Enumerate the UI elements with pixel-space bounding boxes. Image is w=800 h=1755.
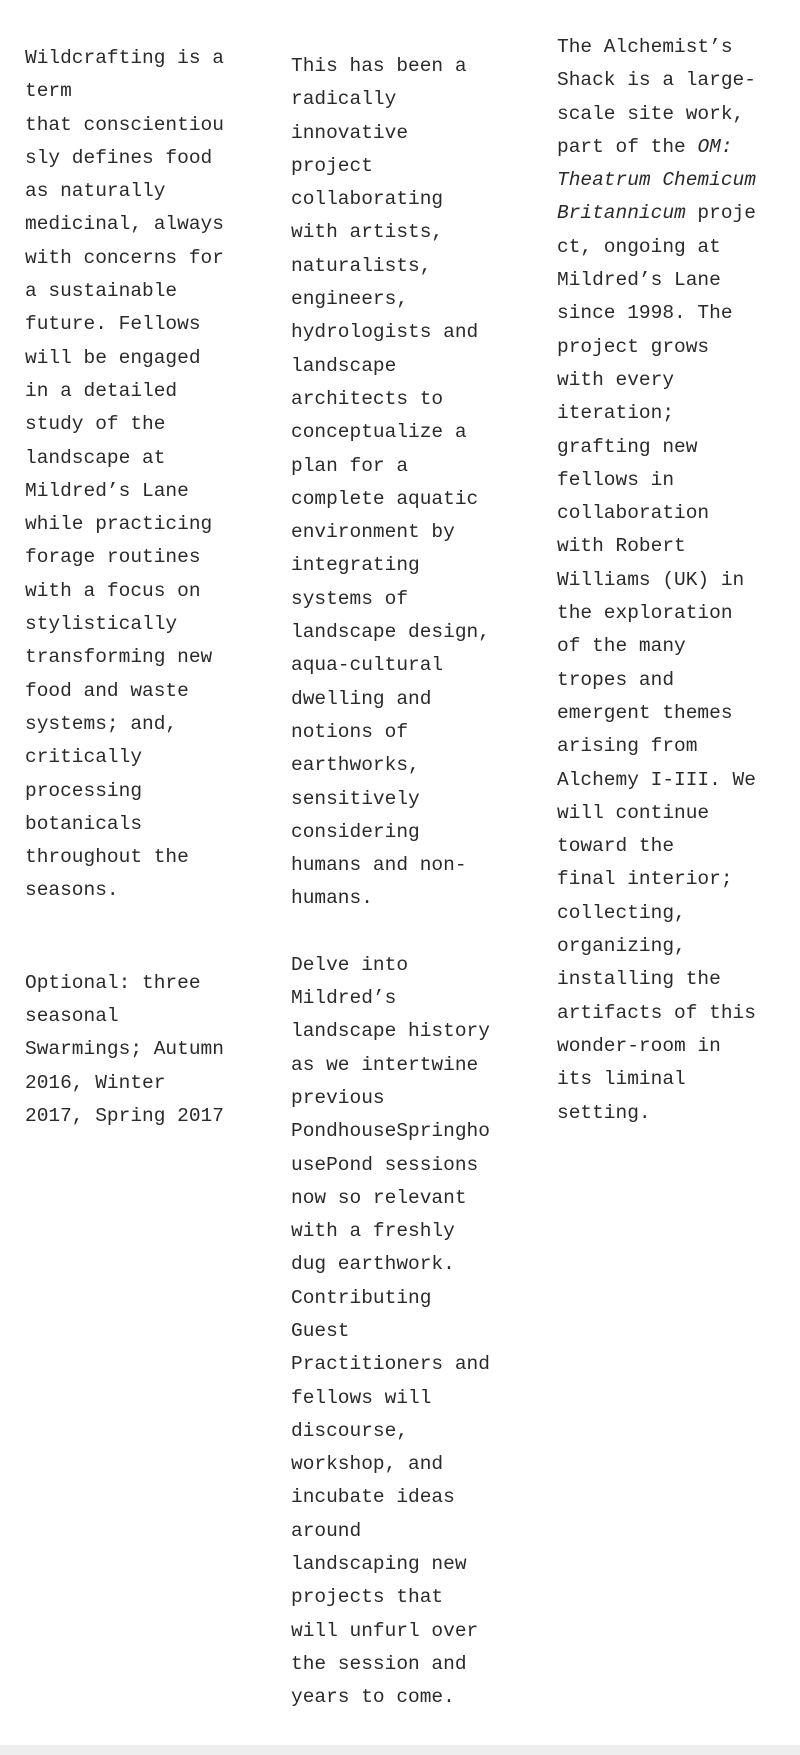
wildcrafting-paragraph: Wildcrafting is a term that conscientiou sly defines food as naturally medicinal, always with concerns for a sustainable future. Fellows will be engaged in a detailed study of the landscape at Mildred’s Lane while practicing forage routines with a focus on stylistically transforming new food and waste systems; and, critically processing botanicals throughout the seasons. — [25, 47, 224, 902]
project-title-italic: OM: Theatrum Chemicum Britannicum — [557, 135, 756, 225]
landscape-history-paragraph: Delve into Mildred’s landscape history as we intertwine previous PondhouseSpringho usePond sessions now so relevant with a freshly dug earthwork. Contributing Guest Practitioners and fellows will discourse, workshop, and incubate ideas around landscaping new projects that will unfurl over the session and years to come. — [291, 953, 490, 1709]
paragraph-gap — [25, 908, 250, 967]
alchemists-shack-lead: The Alchemist’s Shack is a large- scale site work, part of the — [557, 36, 756, 158]
optional-swarmings-paragraph: Optional: three seasonal Swarmings; Autumn 2016, Winter 2017, Spring 2017 — [25, 971, 224, 1127]
alchemists-shack-rest: proje ct, ongoing at Mildred’s Lane since 1998. The project grows with every iteration; grafting new fellows in collaboration with Robert Williams (UK) in the exploration of the many tropes and emergent themes arising from Alchemy I-III. We will continue toward the final interior; collecting, organizing, installing the artifacts of this wonder-room in its liminal setting. — [557, 202, 756, 1124]
aquatic-project-paragraph: This has been a radically innovative project collaborating with artists, naturalists, engineers, hydrologists and landscape architects to conceptualize a plan for a complete aquatic environment by integrating systems of landscape design, aqua-cultural dwelling and notions of earthworks, sensitively considering humans and non- humans. — [291, 55, 490, 910]
paragraph-gap — [291, 916, 516, 949]
column-pondhouse — [291, 50, 516, 1715]
alchemists-shack-paragraph — [557, 31, 785, 1130]
column-wildcrafting — [25, 42, 250, 1133]
column-alchemists-shack — [557, 31, 785, 1130]
page-bottom-edge — [0, 1745, 800, 1755]
